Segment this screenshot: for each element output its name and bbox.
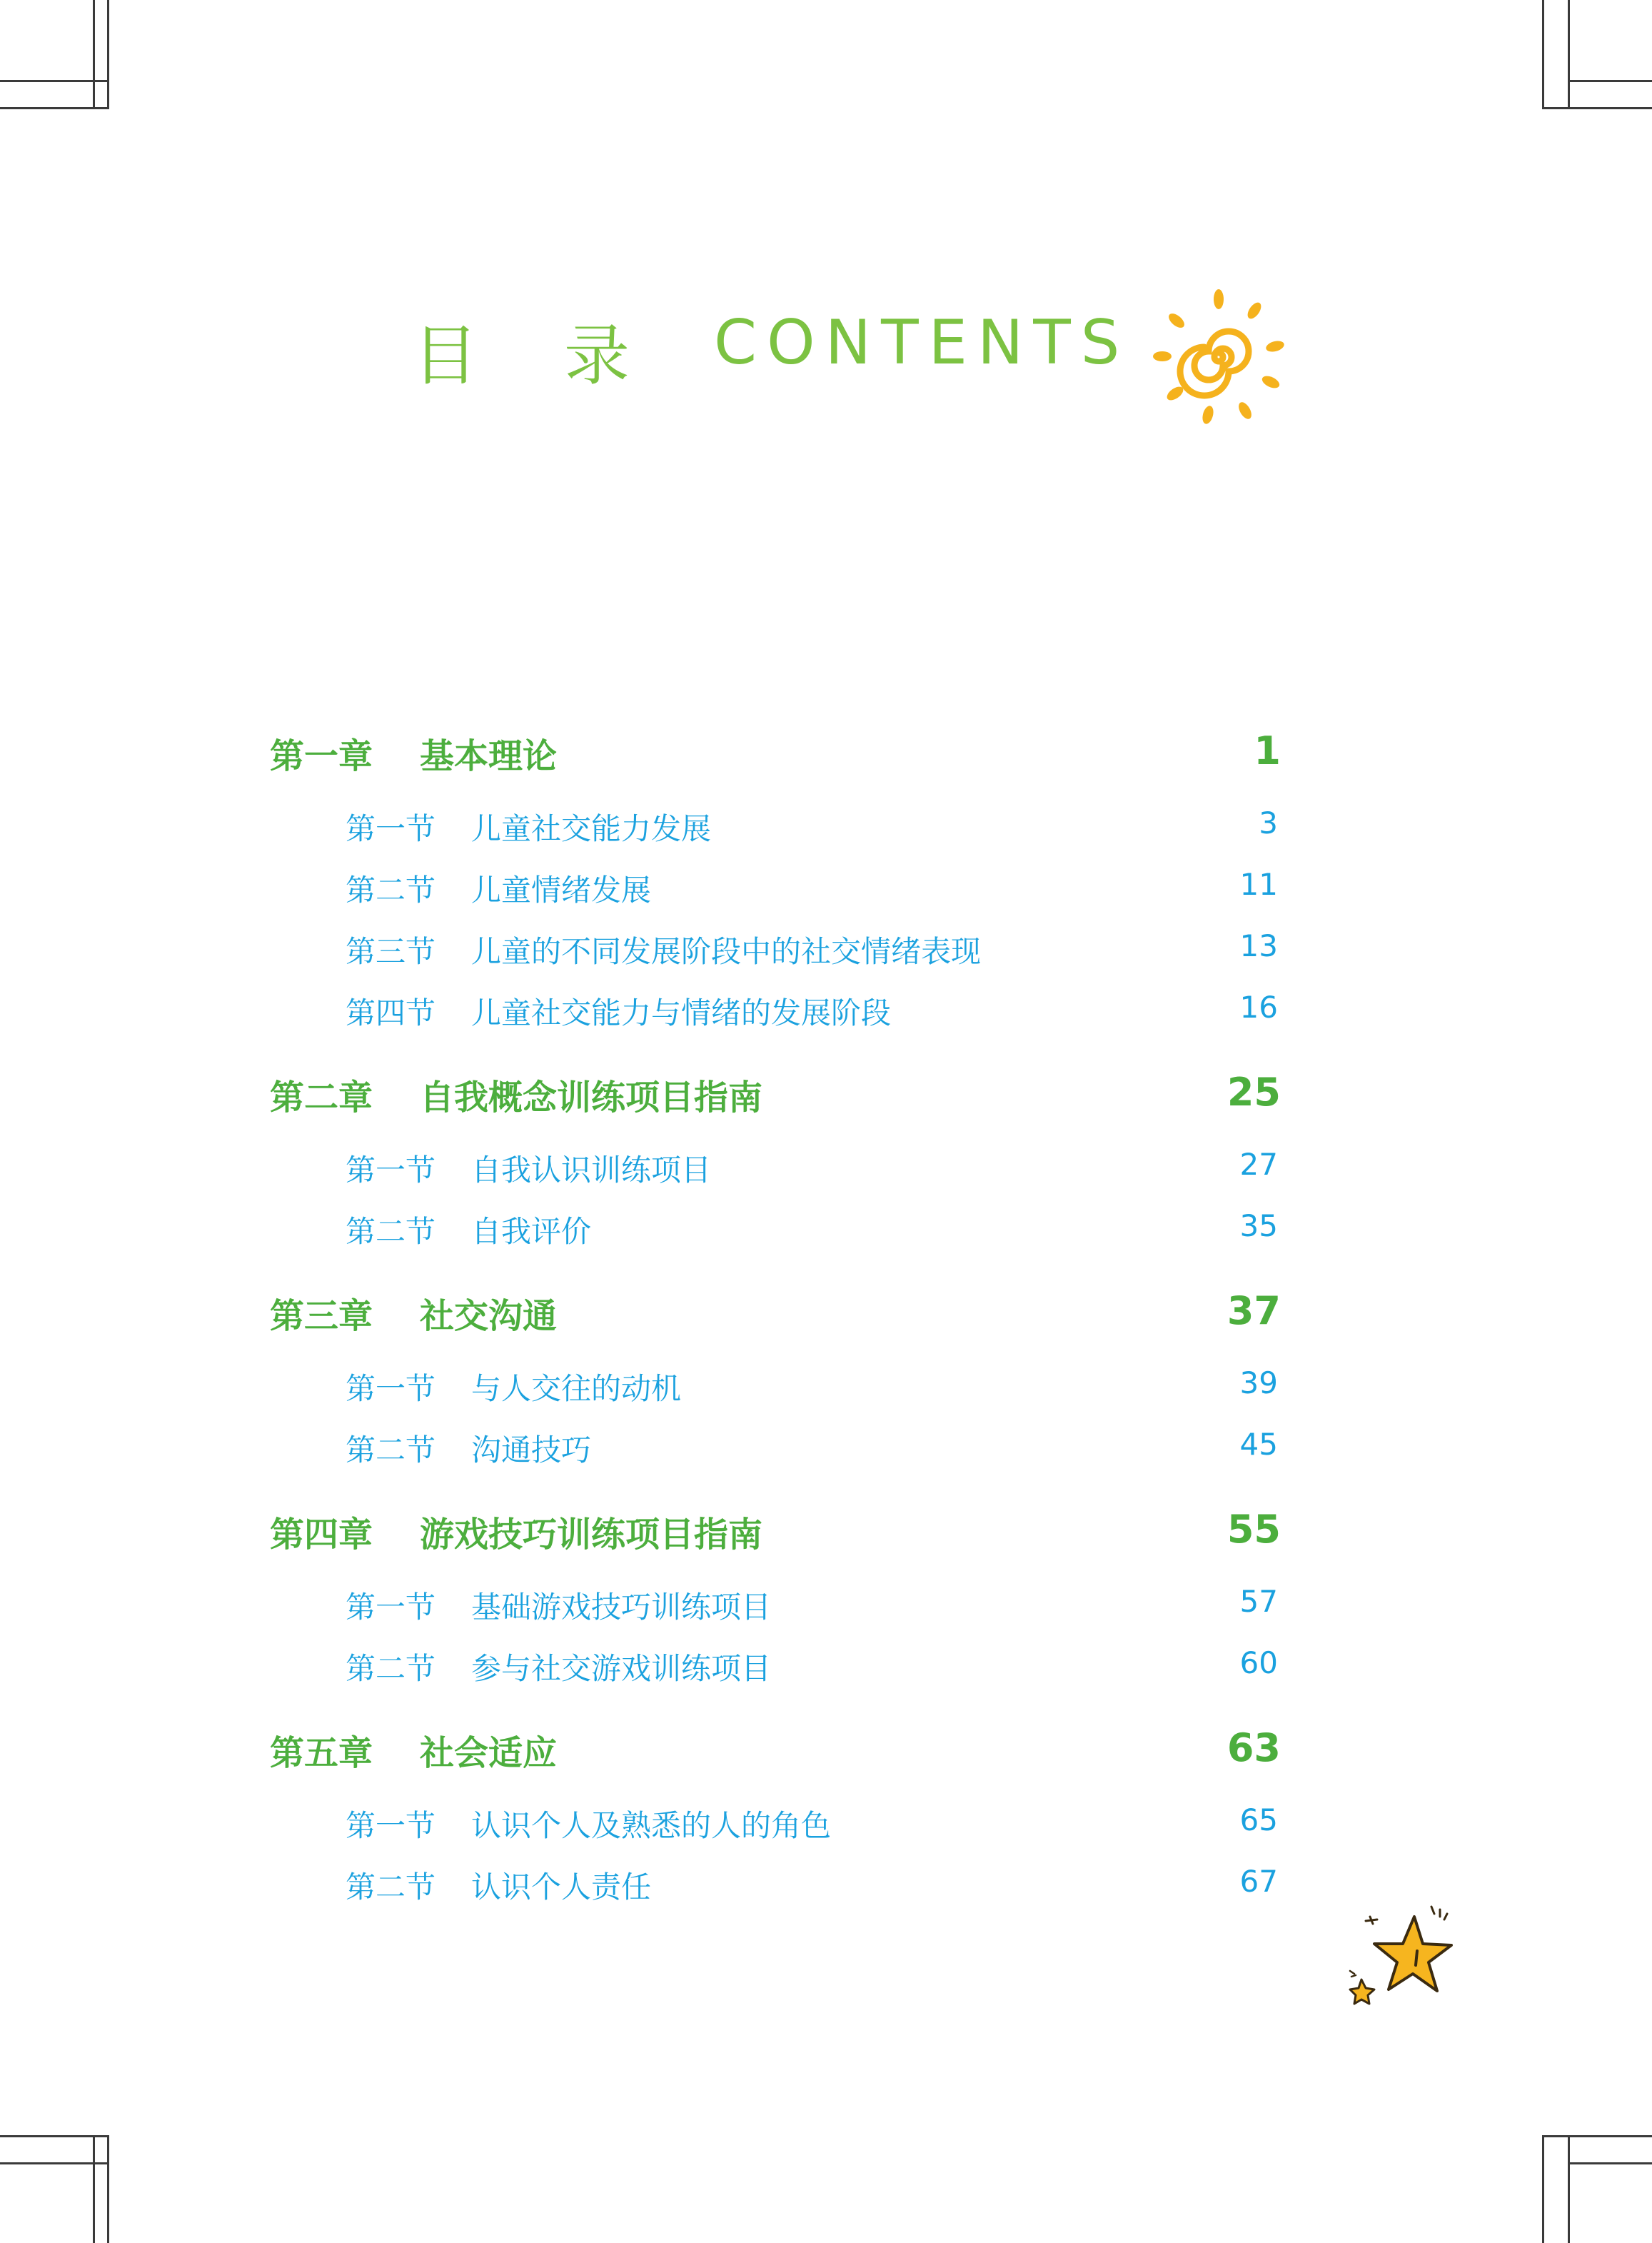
toc-section-page: 67 [1239,1864,1278,1899]
toc-section-number: 第四节 [346,995,436,1030]
toc-chapter-number: 第五章 [270,1733,373,1773]
toc-chapter-number: 第二章 [270,1078,373,1118]
toc-section-row[interactable] [346,1208,1278,1251]
toc-section-number: 第二节 [346,1870,436,1905]
title-cn-mu: 目 [413,318,479,394]
toc-section-number: 第一节 [346,1371,436,1406]
toc-chapter-title: 基本理论 [420,736,558,776]
toc-section-page: 13 [1239,928,1278,963]
toc-section-number: 第一节 [346,1590,436,1625]
toc-section-row[interactable] [346,990,1278,1033]
toc-section-title: 沟通技巧 [471,1432,592,1467]
toc-section-title: 参与社交游戏训练项目 [471,1651,772,1686]
toc-section-title: 儿童的不同发展阶段中的社交情绪表现 [471,934,982,969]
toc-section-title: 自我认识训练项目 [471,1153,712,1188]
toc-chapter-row[interactable] [270,728,1281,786]
toc-section-title: 儿童社交能力发展 [471,811,712,846]
toc-section-row[interactable] [346,1645,1278,1688]
toc-section-row[interactable] [346,1802,1278,1845]
toc-chapter-number: 第一章 [270,736,373,776]
toc-chapter-row[interactable] [270,1725,1281,1782]
toc-section-page: 60 [1239,1645,1278,1680]
toc-section-row[interactable] [346,1584,1278,1627]
toc-chapter-row[interactable] [270,1288,1281,1345]
toc-chapter-page: 55 [1227,1507,1281,1552]
toc-section-number: 第二节 [346,1432,436,1467]
toc-chapter-row[interactable] [270,1070,1281,1127]
toc-section-title: 基础游戏技巧训练项目 [471,1590,772,1625]
title-en: CONTENTS [714,307,1130,378]
toc-section-number: 第一节 [346,811,436,846]
toc-section-number: 第一节 [346,1153,436,1188]
toc-chapter-row[interactable] [270,1507,1281,1564]
toc-section-page: 65 [1239,1802,1278,1837]
toc-section-page: 3 [1259,806,1278,841]
toc-section-title: 自我评价 [471,1214,592,1249]
toc-chapter-title: 自我概念训练项目指南 [420,1078,763,1118]
toc-section-row[interactable] [346,1864,1278,1907]
toc-chapter-page: 63 [1227,1725,1281,1770]
toc-section-page: 45 [1239,1427,1278,1462]
toc-section-title: 儿童情绪发展 [471,873,652,908]
title-cn-lu: 录 [564,318,630,394]
toc-section-row[interactable] [346,867,1278,910]
toc-chapter-page: 25 [1227,1070,1281,1115]
toc-section-row[interactable] [346,928,1278,971]
star-icon [1346,1900,1460,2014]
toc-section-number: 第二节 [346,1214,436,1249]
toc-section-title: 与人交往的动机 [471,1371,682,1406]
toc-section-row[interactable] [346,1427,1278,1470]
toc-chapter-page: 1 [1254,728,1281,773]
toc-section-row[interactable] [346,1365,1278,1408]
toc-section-number: 第三节 [346,934,436,969]
toc-section-page: 16 [1239,990,1278,1025]
toc-section-page: 39 [1239,1365,1278,1400]
toc-chapter-number: 第三章 [270,1296,373,1336]
toc-section-page: 11 [1239,867,1278,902]
toc-section-page: 27 [1239,1147,1278,1182]
toc-chapter-number: 第四章 [270,1515,373,1555]
toc-section-number: 第一节 [346,1808,436,1843]
toc-section-page: 57 [1239,1584,1278,1619]
toc-chapter-title: 社交沟通 [420,1296,558,1336]
toc-chapter-page: 37 [1227,1288,1281,1333]
toc-section-title: 儿童社交能力与情绪的发展阶段 [471,995,892,1030]
toc-section-number: 第二节 [346,1651,436,1686]
toc-chapter-title: 游戏技巧训练项目指南 [420,1515,763,1555]
toc-chapter-title: 社会适应 [420,1733,558,1773]
toc-section-title: 认识个人责任 [471,1870,652,1905]
toc-section-page: 35 [1239,1208,1278,1243]
toc-section-row[interactable] [346,806,1278,848]
toc-section-number: 第二节 [346,873,436,908]
toc-section-row[interactable] [346,1147,1278,1190]
toc-section-title: 认识个人及熟悉的人的角色 [471,1808,832,1843]
